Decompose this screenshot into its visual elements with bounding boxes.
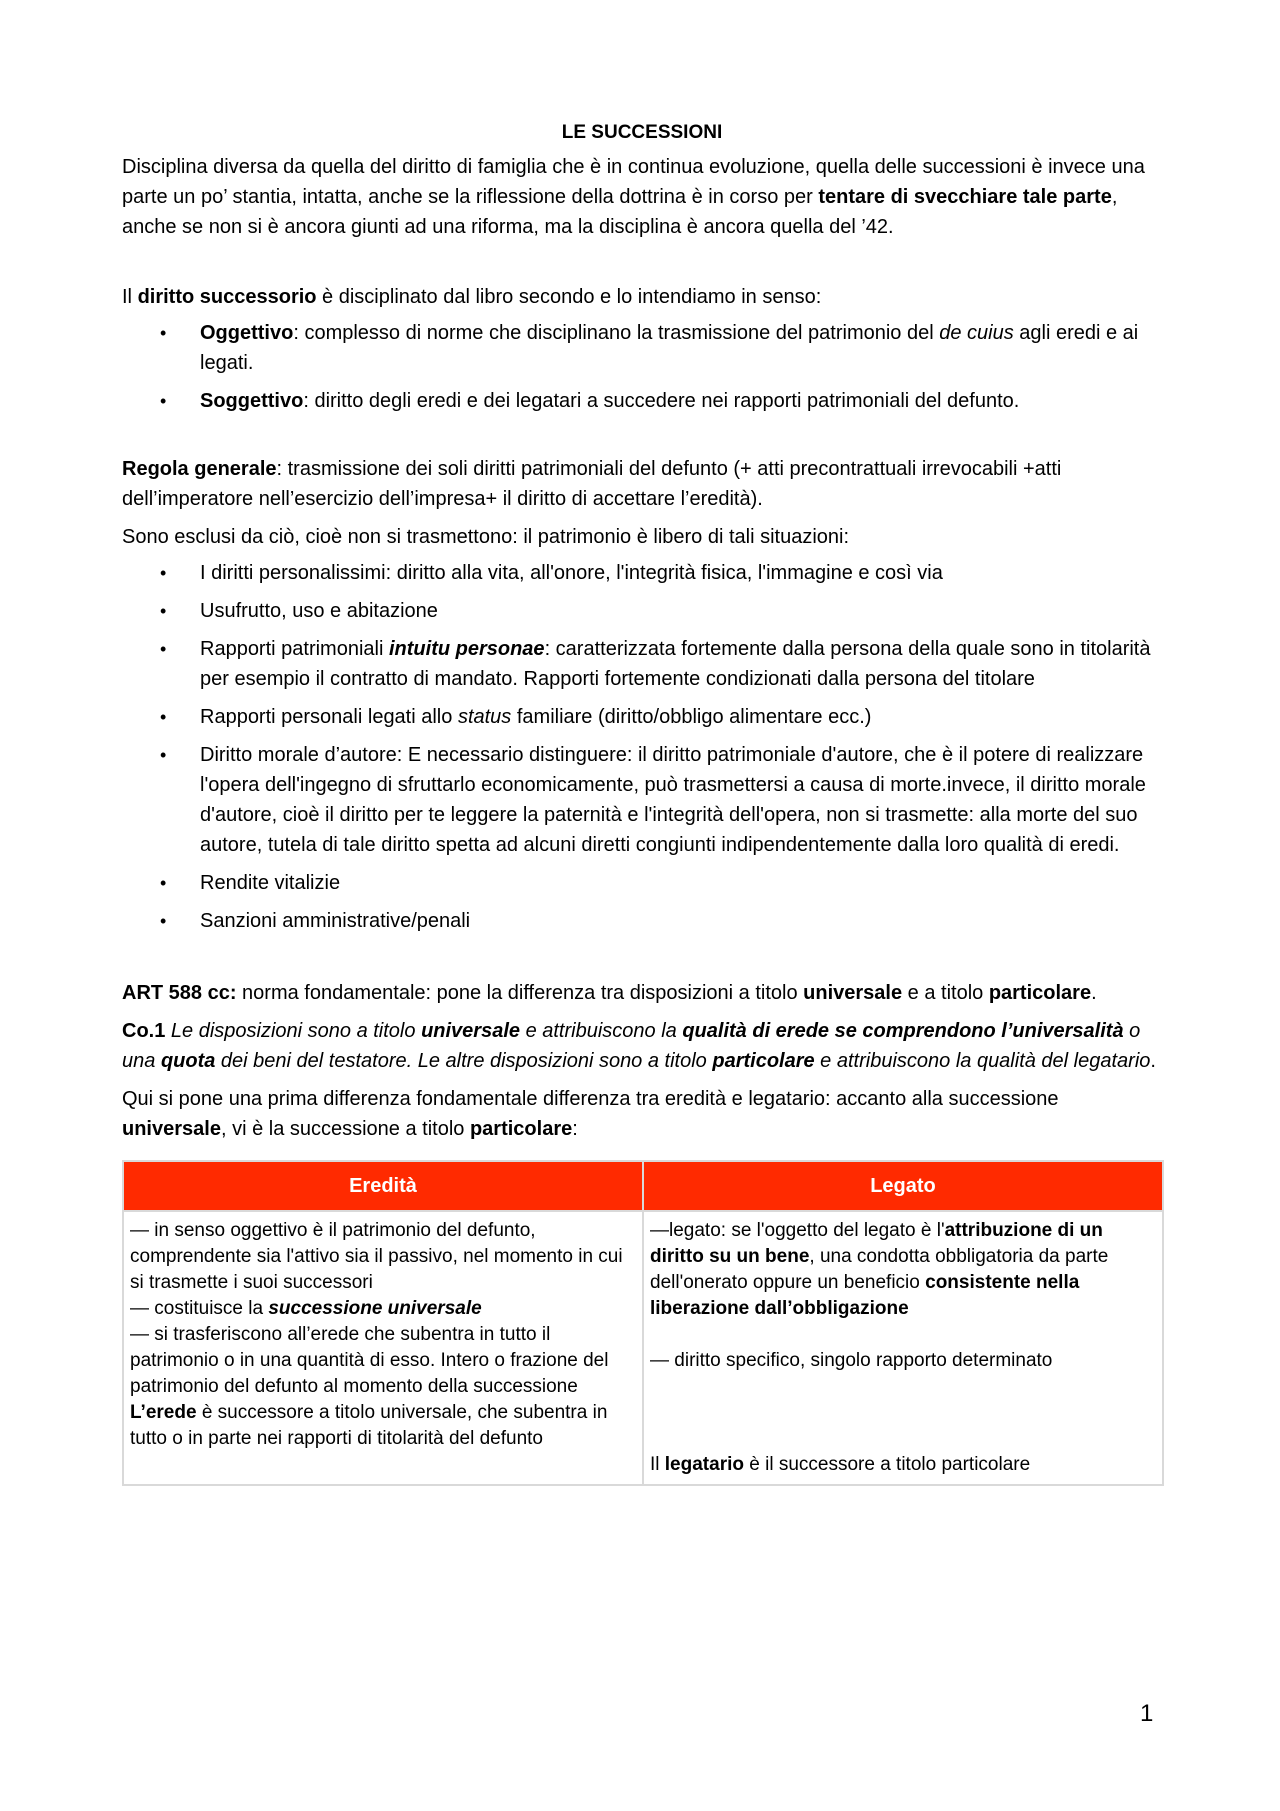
table-header-row (123, 1161, 1163, 1211)
item-bold: Oggettivo (200, 322, 294, 344)
qui-text: Qui si pone una prima differenza fondamentale differenza tra eredità e legatario: accanto alla successione (122, 1088, 1059, 1110)
item-italic: de cuius (939, 322, 1014, 344)
list-item (122, 634, 1162, 694)
item-text: I diritti personalissimi: diritto alla vita, all'onore, l'integrità fisica, l'immagine e così via (200, 562, 943, 584)
regola-bold: Regola generale (122, 458, 277, 480)
co1-italic: dei beni del testatore. Le altre disposizioni sono a titolo (215, 1050, 713, 1072)
comparison-table (122, 1160, 1164, 1486)
eredita-bold-italic: successione universale (268, 1298, 482, 1319)
intro-bold: tentare di svecchiare tale parte (818, 186, 1112, 208)
regola-paragraph (122, 454, 1162, 514)
item-text: : caratterizzata fortemente dalla persona della quale sono in titolarità per esempio il contratto di mandato. Rapporti fortemente condizionati dalla persona del titolare (200, 638, 1151, 690)
co1-italic: e attribuiscono la qualità del legatario (814, 1050, 1151, 1072)
art-text: norma fondamentale: pone la differenza tra disposizioni a titolo (236, 982, 804, 1004)
co1-bold-italic: universale (421, 1020, 521, 1042)
item-bold-italic: intuitu personae (388, 638, 545, 660)
co1-bold-italic: qualità di erede se comprendono l’universalità (682, 1020, 1124, 1042)
co1-label: Co.1 (122, 1020, 166, 1042)
item-text: Rendite vitalizie (200, 872, 341, 894)
legato-text: Il (650, 1454, 665, 1475)
qui-text: , vi è la successione a titolo (220, 1118, 470, 1140)
co1-bold-italic: quota (160, 1050, 216, 1072)
list-item (122, 318, 1162, 378)
intro-text: Disciplina diversa da quella del diritto di famiglia che è in continua evoluzione, quella delle successioni è invece una parte un po’ stantia, intatta, anche se la riflessione della dottrina è in corso per (122, 156, 1145, 208)
item-bold: Soggettivo (200, 390, 304, 412)
page-number: 1 (1140, 1700, 1154, 1727)
art-bold: universale (803, 982, 903, 1004)
document-title: LE SUCCESSIONI (561, 122, 723, 143)
legato-bold: legatario (664, 1454, 744, 1475)
qui-paragraph (122, 1084, 1162, 1144)
esclusi-paragraph: Sono esclusi da ciò, cioè non si trasmettono: il patrimonio è libero di tali situazioni: (122, 526, 850, 548)
diritto-bold: diritto successorio (137, 286, 317, 308)
list-item (122, 702, 1162, 732)
legato-line (650, 1452, 1156, 1478)
eredita-line (130, 1400, 636, 1452)
list-item (122, 868, 1162, 898)
legato-text: è il successore a titolo particolare (743, 1454, 1031, 1475)
regola-text: : trasmissione dei soli diritti patrimoniali del defunto (+ atti precontrattuali irrevocabili +atti dell’imperatore nell’esercizio dell’impresa+ il diritto di accettare l’eredità). (122, 458, 1062, 510)
co1-italic: o una (122, 1020, 1141, 1072)
intro-paragraph (122, 152, 1162, 242)
header-legato: Legato (643, 1161, 1163, 1211)
header-eredita: Eredità (123, 1161, 643, 1211)
item-italic: status (457, 706, 512, 728)
art-bold: particolare (988, 982, 1092, 1004)
item-text: Sanzioni amministrative/penali (200, 910, 471, 932)
qui-bold: universale (122, 1118, 221, 1140)
co1-text: . (1150, 1050, 1156, 1072)
legato-line (650, 1218, 1156, 1322)
co1-italic: Le disposizioni sono a titolo (165, 1020, 422, 1042)
diritto-text: Il (122, 286, 138, 308)
item-text: Diritto morale d’autore: E necessario distinguere: il diritto patrimoniale d'autore, che è il potere di realizzare l'opera dell'ingegno di sfruttarlo economicamente, può trasmettersi a causa di morte.invece, il diritto morale d'autore, cioè il diritto per te leggere la paternità e l'integrità dell'opera, non si trasmette: alla morte del suo autore, tutela di tale diritto spetta ad alcuni diretti congiunti indipendentemente dalla loro qualità di eredi. (200, 744, 1146, 856)
qui-text: : (572, 1118, 578, 1140)
eredita-line: — in senso oggettivo è il patrimonio del defunto, comprendente sia l'attivo sia il passivo, nel momento in cui si trasmette i suoi successori (130, 1220, 623, 1293)
intro-text-end: , anche se non si è ancora giunti ad una riforma, ma la disciplina è ancora quella del ’42. (122, 186, 1118, 238)
legato-text: —legato: se l'oggetto del legato è l' (650, 1220, 945, 1241)
co1-paragraph (122, 1016, 1162, 1076)
co1-italic: e attribuiscono la (520, 1020, 683, 1042)
qui-bold: particolare (469, 1118, 573, 1140)
item-text: : complesso di norme che disciplinano la trasmissione del patrimonio del (293, 322, 940, 344)
art-text: . (1091, 982, 1097, 1004)
item-text: agli eredi e ai legati. (200, 322, 1139, 374)
list-item (122, 386, 1162, 416)
art-text: e a titolo (902, 982, 989, 1004)
esclusi-list (122, 558, 1162, 936)
eredita-line: — si trasferiscono all’erede che subentra in tutto il patrimonio o in una quantità di esso. Intero o frazione del patrimonio del defunto al momento della successione (130, 1324, 609, 1397)
art-paragraph (122, 978, 1162, 1008)
table-row (123, 1211, 1163, 1485)
item-text: : diritto degli eredi e dei legatari a succedere nei rapporti patrimoniali del defunto. (303, 390, 1020, 412)
item-text: familiare (diritto/obbligo alimentare ecc.) (511, 706, 872, 728)
list-item (122, 740, 1162, 860)
list-item (122, 558, 1162, 588)
co1-bold-italic: particolare (712, 1050, 815, 1072)
legato-text: , una condotta obbligatoria da parte dell'onerato oppure un beneficio (650, 1246, 1109, 1293)
diritto-list (122, 318, 1162, 416)
list-item (122, 906, 1162, 936)
item-text: Rapporti patrimoniali (200, 638, 389, 660)
legato-bold: consistente nella liberazione dall’obbligazione (650, 1272, 1080, 1319)
document-page (122, 118, 1162, 1486)
diritto-text-end: è disciplinato dal libro secondo e lo intendiamo in senso: (316, 286, 822, 308)
cell-eredita (123, 1211, 643, 1485)
eredita-text: è successore a titolo universale, che subentra in tutto o in parte nei rapporti di titolarità del defunto (130, 1402, 608, 1449)
eredita-bold: L’erede (130, 1402, 197, 1423)
list-item (122, 596, 1162, 626)
item-text: Usufrutto, uso e abitazione (200, 600, 438, 622)
legato-bold: attribuzione di un diritto su un bene (650, 1220, 1103, 1267)
cell-legato (643, 1211, 1163, 1485)
art-label: ART 588 cc: (122, 982, 237, 1004)
eredita-line (130, 1296, 636, 1322)
item-text: Rapporti personali legati allo (200, 706, 458, 728)
eredita-text: — costituisce la (130, 1298, 269, 1319)
legato-line: — diritto specifico, singolo rapporto determinato (650, 1350, 1053, 1371)
diritto-paragraph (122, 282, 1162, 312)
